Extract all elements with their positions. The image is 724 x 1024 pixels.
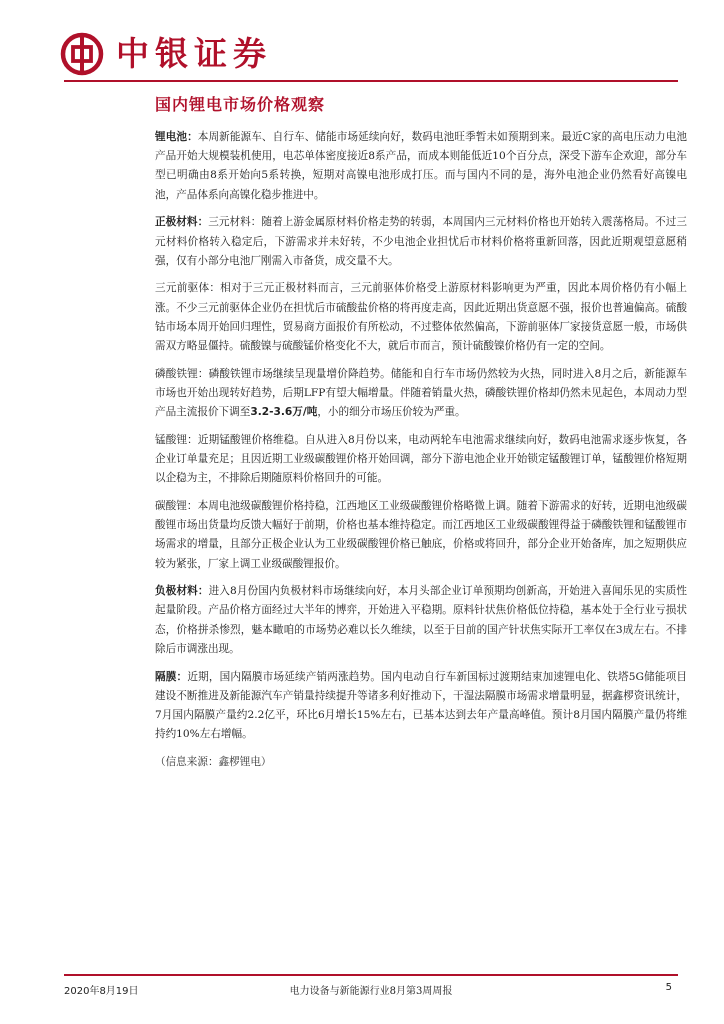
footer-divider [64, 974, 678, 976]
paragraph-text: 碳酸锂：本周电池级碳酸锂价格持稳，江西地区工业级碳酸锂价格略微上调。随着下游需求的好转，近期电池级碳酸锂市场出货量均反馈大幅好于前期，价格也基本维持稳定。而江西地区工业级碳酸锂得益于磷酸铁锂和锰酸锂市场需求的增量，且部分正极企业认为工业级碳酸锂价格已触底，价格或将回升，部分企业开始备库，加之短期供应较为紧张，厂家上调工业级碳酸锂报价。 [155, 499, 687, 570]
paragraph [155, 497, 687, 574]
paragraph [155, 668, 687, 745]
page-number: 5 [665, 982, 672, 993]
footer-report-name: 电力设备与新能源行业8月第3周周报 [289, 986, 453, 997]
paragraph-text: 锰酸锂：近期锰酸锂价格维稳。自从进入8月份以来，电动两轮车电池需求继续向好，数码电池需求逐步恢复，各企业订单量充足；且因近期工业级碳酸锂价格开始回调，部分下游电池企业开始锁定锰酸锂订单，锰酸锂价格短期以企稳为主，不排除后期随原料价格回升的可能。 [155, 433, 687, 485]
page-footer [64, 982, 678, 1002]
header-divider [64, 80, 678, 82]
paragraph-text: 磷酸铁锂：磷酸铁锂市场继续呈现量增价降趋势。储能和自行车市场仍然较为火热，同时进入8月之后，新能源车市场也开始出现转好趋势，后期LFP有望大幅增量。伴随着销量火热，磷酸铁锂价格却仍然未见起色，本周动力型产品主流报价下调至 [155, 367, 687, 419]
paragraph-lead: 负极材料： [155, 585, 209, 598]
paragraph-list [155, 128, 687, 744]
paragraph [155, 213, 687, 271]
paragraph-lead: 锂电池： [155, 131, 198, 143]
section-title: 国内锂电市场价格观察 [155, 95, 326, 114]
price-highlight: 3.2-3.6万/吨 [250, 406, 318, 419]
article-body [155, 128, 687, 772]
page-header [60, 30, 680, 80]
paragraph-text: ，小的细分市场压价较为严重。 [317, 406, 466, 419]
source-note: （信息来源：鑫椤锂电） [155, 755, 272, 768]
paragraph-text: 三元前驱体：相对于三元正极材料而言，三元前驱体价格受上游原材料影响更为严重，因此本周价格仍有小幅上涨。不少三元前驱体企业仍在担忧后市硫酸盐价格的将再度走高，因此近期出货意愿不强，报价也普遍偏高。硫酸钴市场本周开始回归理性，贸易商方面报价有所松动，不过整体依然偏高，下游前驱体厂家接货意愿一般，市场供需双方略显僵持。硫酸镍与硫酸锰价格变化不大，就后市而言，预计硫酸镍价格仍有一定的空间。 [155, 282, 687, 353]
bank-of-china-logo-icon [60, 32, 104, 76]
paragraph [155, 365, 687, 423]
paragraph-text: 近期，国内隔膜市场延续产销两涨趋势。国内电动自行车新国标过渡期结束加速锂电化、铁塔5G储能项目建设不断推进及新能源汽车产销量持续提升等诸多利好推动下，干湿法隔膜市场需求增量明显，据鑫椤资讯统计，7月国内隔膜产量约2.2亿平，环比6月增长15%左右，已基本达到去年产量高峰值。预计8月国内隔膜产量仍将维持约10%左右增幅。 [155, 670, 688, 741]
paragraph-text: 本周新能源车、自行车、储能市场延续向好，数码电池旺季暂未如预期到来。最近C家的高电压动力电池产品开始大规模装机使用，电芯单体密度接近8系产品，而成本则能低近10个百分点，深受下游车企欢迎，部分车型已明确由8系开始向5系转换，短期对高镍电池形成打压。而与国内不同的是，海外电池企业仍然看好高镍电池，产品体系向高镍化稳步推进中。 [155, 131, 688, 201]
paragraph [155, 279, 687, 356]
footer-date: 2020年8月19日 [64, 986, 139, 997]
paragraph [155, 128, 687, 205]
brand-name: 中银证券 [116, 34, 272, 73]
paragraph-lead: 正极材料： [155, 216, 209, 229]
paragraph [155, 431, 687, 489]
paragraph [155, 582, 687, 659]
paragraph-text: 进入8月份国内负极材料市场继续向好，本月头部企业订单预期均创新高，开始进入喜闻乐见的实质性起量阶段。产品价格方面经过大半年的博弈，开始进入平稳期。原料针状焦价格低位持稳，基本处于全行业亏损状态，价格拼杀惨烈，魅本瞰咱的市场势必难以长久维续，以至于目前的国产针状焦实际开工率仅在3成左右。不排除后市调涨出现。 [155, 585, 687, 655]
paragraph-text: 三元材料：随着上游金属原材料价格走势的转弱，本周国内三元材料价格也开始转入震荡格局。不过三元材料价格转入稳定后，下游需求并未好转，不少电池企业担忧后市材料价格将重新回落，因此近期观望意愿稍强，仅有小部分电池厂刚需入市备货，成交量不大。 [155, 216, 688, 267]
paragraph-lead: 隔膜： [155, 670, 188, 683]
